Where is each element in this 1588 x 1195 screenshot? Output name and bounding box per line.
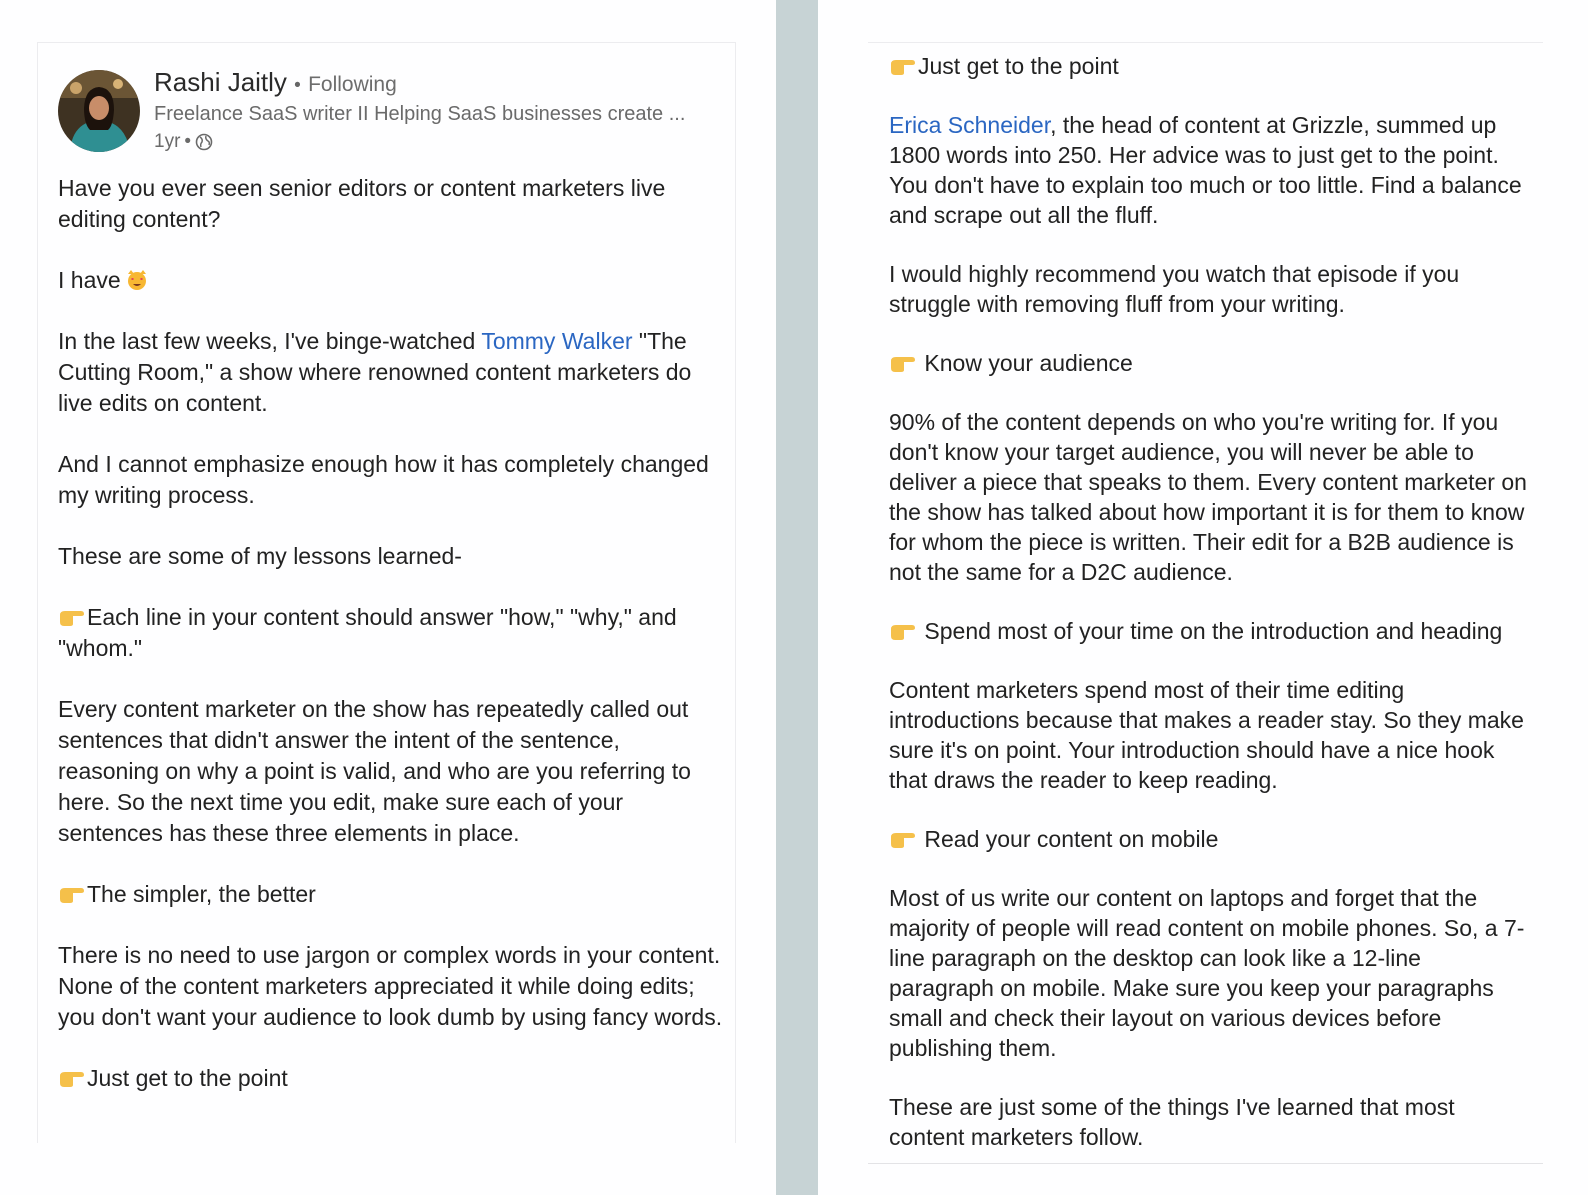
lesson-heading-text: Spend most of your time on the introduction and heading <box>924 618 1503 644</box>
lesson-heading <box>58 879 723 910</box>
name-separator: • <box>294 75 301 96</box>
post-panel-left <box>37 42 736 1143</box>
post-meta <box>154 131 213 153</box>
paragraph: I would highly recommend you watch that episode if you struggle with removing fluff from your writing. <box>889 261 1460 317</box>
lesson-heading-text: Just get to the point <box>87 1065 288 1091</box>
pointing-right-emoji <box>58 604 84 624</box>
paragraph: 90% of the content depends on who you're writing for. If you don't know your target audience, you will never be able to deliver a piece that speaks to them. Every content marketer on the show has talked about how important it is for them to know for whom the piece is written. Their edit for a B2B audience is not the same for a D2C audience. <box>889 409 1527 585</box>
pointing-right-emoji <box>58 1065 84 1085</box>
paragraph: There is no need to use jargon or complex words in your content. None of the content marketers appreciated it while doing edits; you don't want your audience to look dumb by using fancy words. <box>58 942 723 1030</box>
avatar[interactable] <box>58 70 140 152</box>
paragraph: Every content marketer on the show has repeatedly called out sentences that didn't answer the intent of the sentence, reasoning on why a point is valid, and who are you referring to here. So the next time you edit, make sure each of your sentences has these three elements in place. <box>58 696 691 846</box>
post-body-right <box>889 51 1529 1181</box>
lesson-heading <box>889 616 1529 646</box>
lesson-heading-text: Just get to the point <box>918 53 1119 79</box>
paragraph: These are some of my lessons learned- <box>58 543 462 569</box>
lesson-heading <box>889 51 1529 81</box>
lesson-heading-text: Know your audience <box>924 350 1133 376</box>
paragraph-text: In the last few weeks, I've binge-watched <box>58 328 482 354</box>
pointing-right-emoji <box>889 618 915 638</box>
paragraph-text: , the head of content at Grizzle, summed up 1800 words into 250. Her advice was to just get to the point. You don't have to explain too much or too little. Find a balance and scrape out all the fluff. <box>889 112 1522 228</box>
pointing-right-emoji <box>58 881 84 901</box>
mention-link[interactable]: Tommy Walker <box>481 328 633 354</box>
lesson-heading <box>58 602 723 664</box>
lesson-heading <box>58 1063 723 1094</box>
paragraph-text: I have <box>58 267 121 293</box>
paragraph-text: "The Cutting Room," a show where renowned content marketers do live edits on content. <box>58 328 692 416</box>
heart-eyes-cat-emoji <box>125 268 149 292</box>
pointing-right-emoji <box>889 350 915 370</box>
paragraph <box>889 110 1529 230</box>
post-panel-right <box>868 42 1543 1164</box>
follow-status[interactable]: Following <box>308 73 397 96</box>
lesson-heading-text: Each line in your content should answer "how," "why," and "whom." <box>58 604 677 661</box>
panel-divider <box>776 0 818 1195</box>
mention-link[interactable]: Erica Schneider <box>889 112 1051 138</box>
globe-icon <box>195 133 213 151</box>
time-separator: • <box>184 131 192 152</box>
lesson-heading <box>889 824 1529 854</box>
paragraph <box>58 326 723 419</box>
author-name[interactable]: Rashi Jaitly <box>154 67 287 97</box>
paragraph: Most of us write our content on laptops and forget that the majority of people will read content on mobile phones. So, a 7-line paragraph on the desktop can look like a 12-line paragraph on mobile. Make sure you keep your paragraphs small and check their layout on various devices before publishing them. <box>889 885 1525 1061</box>
paragraph: These are just some of the things I've learned that most content marketers follow. <box>889 1094 1455 1150</box>
pointing-right-emoji <box>889 53 915 73</box>
post-time: 1yr <box>154 131 181 152</box>
lesson-heading-text: The simpler, the better <box>87 881 316 907</box>
pointing-right-emoji <box>889 826 915 846</box>
paragraph: Content marketers spend most of their time editing introductions because that makes a reader stay. So they make sure it's on point. Your introduction should have a nice hook that draws the reader to keep reading. <box>889 677 1524 793</box>
paragraph: Have you ever seen senior editors or content marketers live editing content? <box>58 175 666 232</box>
author-name-row <box>154 67 397 98</box>
lesson-heading <box>889 348 1529 378</box>
lesson-heading-text: Read your content on mobile <box>924 826 1219 852</box>
author-headline: Freelance SaaS writer II Helping SaaS businesses create ... <box>154 103 686 125</box>
paragraph-i-have <box>58 265 723 296</box>
paragraph: And I cannot emphasize enough how it has completely changed my writing process. <box>58 451 709 508</box>
post-body-left <box>58 173 723 1124</box>
